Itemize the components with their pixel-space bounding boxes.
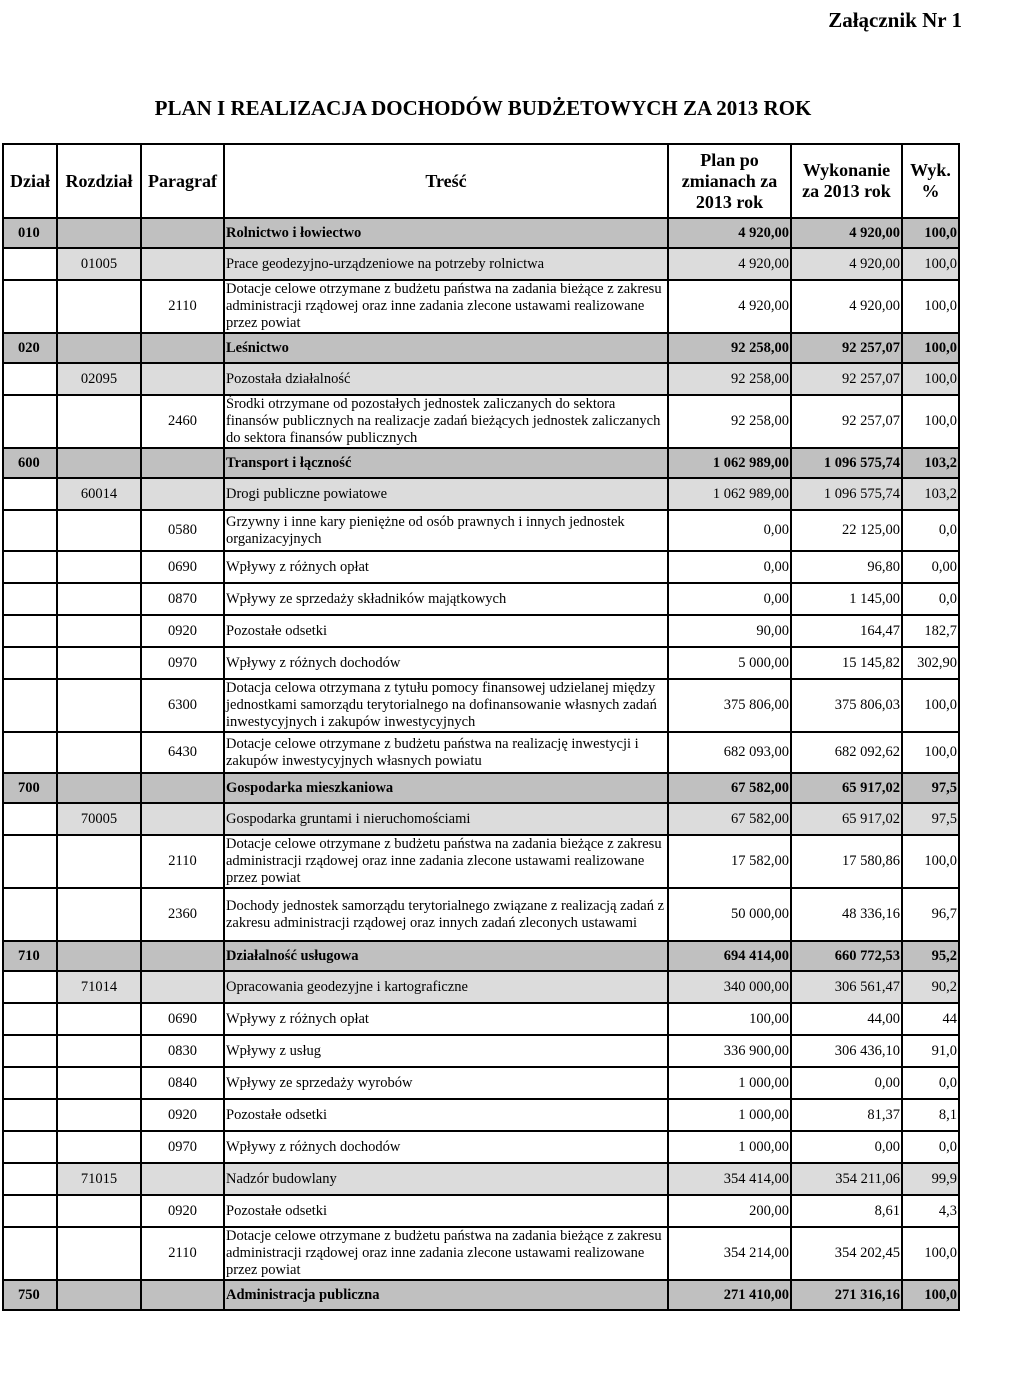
table-row: [3, 1067, 959, 1099]
cell-tresc: Wpływy z różnych opłat: [224, 551, 668, 583]
cell-plan: 100,00: [668, 1003, 791, 1035]
cell-paragraf: 6300: [141, 679, 224, 732]
cell-wykonanie: 92 257,07: [791, 395, 902, 448]
cell-tresc: Transport i łączność: [224, 448, 668, 478]
cell-plan: 67 582,00: [668, 803, 791, 835]
cell-paragraf: 2460: [141, 395, 224, 448]
cell-wyk: 97,5: [902, 773, 959, 803]
cell-dzial: [3, 1195, 57, 1227]
header-paragraf: Paragraf: [141, 144, 224, 218]
cell-dzial: [3, 510, 57, 551]
cell-dzial: [3, 1003, 57, 1035]
cell-wyk: 99,9: [902, 1163, 959, 1195]
cell-wykonanie: 4 920,00: [791, 248, 902, 280]
cell-wyk: 100,0: [902, 679, 959, 732]
cell-plan: 4 920,00: [668, 218, 791, 248]
cell-wyk: 100,0: [902, 218, 959, 248]
cell-paragraf: [141, 218, 224, 248]
cell-dzial: 750: [3, 1280, 57, 1310]
cell-tresc: Prace geodezyjno-urządzeniowe na potrzeby rolnictwa: [224, 248, 668, 280]
cell-wyk: 44: [902, 1003, 959, 1035]
cell-dzial: [3, 835, 57, 888]
cell-dzial: 710: [3, 941, 57, 971]
cell-dzial: 010: [3, 218, 57, 248]
cell-dzial: [3, 1131, 57, 1163]
cell-tresc: Gospodarka gruntami i nieruchomościami: [224, 803, 668, 835]
table-row: [3, 1280, 959, 1310]
cell-wykonanie: 1 096 575,74: [791, 448, 902, 478]
cell-paragraf: [141, 1163, 224, 1195]
table-row: [3, 971, 959, 1003]
table-row: [3, 835, 959, 888]
cell-tresc: Wpływy z różnych dochodów: [224, 647, 668, 679]
cell-rozdzial: [57, 888, 141, 941]
cell-wyk: 8,1: [902, 1099, 959, 1131]
cell-wykonanie: 48 336,16: [791, 888, 902, 941]
table-row: [3, 615, 959, 647]
table-row: [3, 888, 959, 941]
table-row: [3, 647, 959, 679]
cell-rozdzial: [57, 1067, 141, 1099]
cell-rozdzial: [57, 647, 141, 679]
cell-plan: 92 258,00: [668, 395, 791, 448]
table-row: [3, 803, 959, 835]
cell-paragraf: 2110: [141, 1227, 224, 1280]
cell-plan: 1 000,00: [668, 1099, 791, 1131]
cell-rozdzial: [57, 732, 141, 773]
cell-dzial: [3, 679, 57, 732]
cell-wykonanie: 4 920,00: [791, 218, 902, 248]
header-wyk: Wyk. %: [902, 144, 959, 218]
cell-paragraf: 2360: [141, 888, 224, 941]
cell-rozdzial: [57, 773, 141, 803]
cell-wyk: 100,0: [902, 732, 959, 773]
cell-plan: 4 920,00: [668, 248, 791, 280]
cell-tresc: Gospodarka mieszkaniowa: [224, 773, 668, 803]
cell-tresc: Dotacje celowe otrzymane z budżetu państwa na realizację inwestycji i zakupów inwestycyjnych własnych powiatu: [224, 732, 668, 773]
cell-wykonanie: 8,61: [791, 1195, 902, 1227]
table-row: [3, 510, 959, 551]
table-row: [3, 551, 959, 583]
cell-wykonanie: 15 145,82: [791, 647, 902, 679]
cell-plan: 92 258,00: [668, 363, 791, 395]
cell-paragraf: 0690: [141, 1003, 224, 1035]
cell-rozdzial: [57, 1227, 141, 1280]
table-row: [3, 248, 959, 280]
cell-dzial: [3, 248, 57, 280]
cell-paragraf: 0580: [141, 510, 224, 551]
cell-wyk: 100,0: [902, 333, 959, 363]
cell-tresc: Środki otrzymane od pozostałych jednostek zaliczanych do sektora finansów publicznych na realizacje zadań bieżących jednostek zaliczanych do sektora finansów publicznych: [224, 395, 668, 448]
cell-wykonanie: 354 211,06: [791, 1163, 902, 1195]
cell-dzial: [3, 1067, 57, 1099]
cell-tresc: Pozostała działalność: [224, 363, 668, 395]
cell-plan: 0,00: [668, 583, 791, 615]
cell-paragraf: [141, 941, 224, 971]
cell-wyk: 100,0: [902, 395, 959, 448]
cell-dzial: [3, 803, 57, 835]
header-plan: Plan po zmianach za 2013 rok: [668, 144, 791, 218]
cell-plan: 340 000,00: [668, 971, 791, 1003]
table-row: [3, 1227, 959, 1280]
cell-paragraf: [141, 803, 224, 835]
annex-label: Załącznik Nr 1: [828, 8, 962, 32]
cell-plan: 17 582,00: [668, 835, 791, 888]
table-body: [3, 218, 959, 1310]
cell-plan: 1 062 989,00: [668, 448, 791, 478]
cell-plan: 271 410,00: [668, 1280, 791, 1310]
cell-paragraf: [141, 773, 224, 803]
cell-tresc: Dotacje celowe otrzymane z budżetu państwa na zadania bieżące z zakresu administracji rządowej oraz inne zadania zlecone ustawami realizowane przez powiat: [224, 1227, 668, 1280]
cell-rozdzial: [57, 835, 141, 888]
table-row: [3, 773, 959, 803]
cell-tresc: Opracowania geodezyjne i kartograficzne: [224, 971, 668, 1003]
cell-tresc: Wpływy z różnych dochodów: [224, 1131, 668, 1163]
cell-wyk: 103,2: [902, 448, 959, 478]
cell-tresc: Pozostałe odsetki: [224, 1195, 668, 1227]
cell-dzial: 700: [3, 773, 57, 803]
table-row: [3, 1035, 959, 1067]
cell-rozdzial: 02095: [57, 363, 141, 395]
cell-plan: 1 000,00: [668, 1131, 791, 1163]
cell-tresc: Wpływy ze sprzedaży wyrobów: [224, 1067, 668, 1099]
cell-paragraf: 0870: [141, 583, 224, 615]
header-wykonanie: Wykonanie za 2013 rok: [791, 144, 902, 218]
cell-tresc: Pozostałe odsetki: [224, 1099, 668, 1131]
table-row: [3, 941, 959, 971]
cell-wyk: 97,5: [902, 803, 959, 835]
table-row: [3, 679, 959, 732]
cell-tresc: Wpływy ze sprzedaży składników majątkowych: [224, 583, 668, 615]
cell-wyk: 100,0: [902, 280, 959, 333]
cell-rozdzial: [57, 1099, 141, 1131]
cell-paragraf: [141, 363, 224, 395]
cell-wyk: 0,00: [902, 551, 959, 583]
table-row: [3, 1003, 959, 1035]
cell-dzial: [3, 1227, 57, 1280]
cell-paragraf: [141, 971, 224, 1003]
cell-wyk: 182,7: [902, 615, 959, 647]
cell-plan: 375 806,00: [668, 679, 791, 732]
cell-paragraf: [141, 248, 224, 280]
cell-wykonanie: 96,80: [791, 551, 902, 583]
cell-wyk: 100,0: [902, 1227, 959, 1280]
cell-plan: 92 258,00: [668, 333, 791, 363]
cell-tresc: Administracja publiczna: [224, 1280, 668, 1310]
cell-plan: 67 582,00: [668, 773, 791, 803]
cell-dzial: [3, 888, 57, 941]
cell-dzial: [3, 363, 57, 395]
cell-paragraf: [141, 1280, 224, 1310]
cell-tresc: Grzywny i inne kary pieniężne od osób prawnych i innych jednostek organizacyjnych: [224, 510, 668, 551]
cell-wyk: 302,90: [902, 647, 959, 679]
cell-tresc: Wpływy z usług: [224, 1035, 668, 1067]
cell-dzial: [3, 395, 57, 448]
table-row: [3, 1099, 959, 1131]
cell-rozdzial: [57, 395, 141, 448]
cell-rozdzial: 70005: [57, 803, 141, 835]
cell-rozdzial: [57, 448, 141, 478]
cell-tresc: Dochody jednostek samorządu terytorialnego związane z realizacją zadań z zakresu administracji rządowej oraz innych zadań zleconych ustawami: [224, 888, 668, 941]
cell-plan: 0,00: [668, 551, 791, 583]
cell-wykonanie: 92 257,07: [791, 363, 902, 395]
cell-wyk: 103,2: [902, 478, 959, 510]
cell-rozdzial: [57, 1280, 141, 1310]
table-row: [3, 1131, 959, 1163]
table-row: [3, 1163, 959, 1195]
cell-paragraf: 2110: [141, 280, 224, 333]
cell-wykonanie: 1 096 575,74: [791, 478, 902, 510]
cell-paragraf: 0970: [141, 647, 224, 679]
cell-wykonanie: 65 917,02: [791, 803, 902, 835]
cell-paragraf: [141, 333, 224, 363]
cell-rozdzial: [57, 1003, 141, 1035]
cell-wyk: 100,0: [902, 248, 959, 280]
cell-wykonanie: 306 561,47: [791, 971, 902, 1003]
cell-plan: 90,00: [668, 615, 791, 647]
cell-wykonanie: 0,00: [791, 1067, 902, 1099]
cell-wykonanie: 17 580,86: [791, 835, 902, 888]
cell-tresc: Pozostałe odsetki: [224, 615, 668, 647]
cell-plan: 4 920,00: [668, 280, 791, 333]
cell-dzial: [3, 1163, 57, 1195]
table-row: [3, 732, 959, 773]
cell-tresc: Rolnictwo i łowiectwo: [224, 218, 668, 248]
cell-rozdzial: 01005: [57, 248, 141, 280]
table-row: [3, 395, 959, 448]
table-header-row: [3, 144, 959, 218]
cell-wykonanie: 65 917,02: [791, 773, 902, 803]
cell-rozdzial: [57, 679, 141, 732]
cell-plan: 694 414,00: [668, 941, 791, 971]
cell-plan: 200,00: [668, 1195, 791, 1227]
cell-paragraf: 0970: [141, 1131, 224, 1163]
cell-rozdzial: 71014: [57, 971, 141, 1003]
cell-tresc: Drogi publiczne powiatowe: [224, 478, 668, 510]
cell-tresc: Dotacja celowa otrzymana z tytułu pomocy finansowej udzielanej między jednostkami samorządu terytorialnego na dofinansowanie własnych zadań inwestycyjnych i zakupów inwestycyjnych: [224, 679, 668, 732]
cell-rozdzial: [57, 510, 141, 551]
cell-paragraf: 0690: [141, 551, 224, 583]
table-row: [3, 448, 959, 478]
table-row: [3, 363, 959, 395]
cell-plan: 354 414,00: [668, 1163, 791, 1195]
cell-wykonanie: 375 806,03: [791, 679, 902, 732]
cell-wyk: 100,0: [902, 1280, 959, 1310]
cell-wykonanie: 682 092,62: [791, 732, 902, 773]
header-dzial: Dział: [3, 144, 57, 218]
cell-plan: 354 214,00: [668, 1227, 791, 1280]
cell-wyk: 90,2: [902, 971, 959, 1003]
cell-paragraf: 0920: [141, 615, 224, 647]
cell-wyk: 100,0: [902, 363, 959, 395]
cell-wykonanie: 4 920,00: [791, 280, 902, 333]
cell-wykonanie: 660 772,53: [791, 941, 902, 971]
cell-wyk: 4,3: [902, 1195, 959, 1227]
cell-rozdzial: [57, 333, 141, 363]
cell-dzial: [3, 732, 57, 773]
table-row: [3, 478, 959, 510]
cell-paragraf: 0830: [141, 1035, 224, 1067]
cell-paragraf: 6430: [141, 732, 224, 773]
cell-wykonanie: 306 436,10: [791, 1035, 902, 1067]
cell-wykonanie: 271 316,16: [791, 1280, 902, 1310]
cell-wykonanie: 0,00: [791, 1131, 902, 1163]
cell-rozdzial: [57, 551, 141, 583]
cell-dzial: [3, 583, 57, 615]
cell-plan: 1 062 989,00: [668, 478, 791, 510]
cell-tresc: Leśnictwo: [224, 333, 668, 363]
cell-wykonanie: 22 125,00: [791, 510, 902, 551]
cell-wykonanie: 81,37: [791, 1099, 902, 1131]
header-tresc: Treść: [224, 144, 668, 218]
cell-dzial: [3, 971, 57, 1003]
cell-rozdzial: [57, 583, 141, 615]
header-rozdzial: Rozdział: [57, 144, 141, 218]
cell-wykonanie: 1 145,00: [791, 583, 902, 615]
cell-wyk: 96,7: [902, 888, 959, 941]
cell-wyk: 100,0: [902, 835, 959, 888]
cell-paragraf: 0920: [141, 1099, 224, 1131]
document-title: PLAN I REALIZACJA DOCHODÓW BUDŻETOWYCH ZA 2013 ROK: [154, 96, 812, 120]
cell-tresc: Dotacje celowe otrzymane z budżetu państwa na zadania bieżące z zakresu administracji rządowej oraz inne zadania zlecone ustawami realizowane przez powiat: [224, 280, 668, 333]
cell-tresc: Dotacje celowe otrzymane z budżetu państwa na zadania bieżące z zakresu administracji rządowej oraz inne zadania zlecone ustawami realizowane przez powiat: [224, 835, 668, 888]
cell-paragraf: [141, 478, 224, 510]
cell-rozdzial: [57, 1131, 141, 1163]
cell-rozdzial: [57, 218, 141, 248]
cell-wyk: 91,0: [902, 1035, 959, 1067]
cell-plan: 5 000,00: [668, 647, 791, 679]
cell-wyk: 0,0: [902, 1067, 959, 1099]
table-row: [3, 218, 959, 248]
cell-wyk: 0,0: [902, 1131, 959, 1163]
cell-rozdzial: [57, 1035, 141, 1067]
cell-plan: 1 000,00: [668, 1067, 791, 1099]
cell-dzial: [3, 1035, 57, 1067]
cell-dzial: [3, 551, 57, 583]
cell-dzial: 600: [3, 448, 57, 478]
cell-wyk: 0,0: [902, 510, 959, 551]
cell-dzial: [3, 1099, 57, 1131]
cell-paragraf: 2110: [141, 835, 224, 888]
cell-paragraf: 0920: [141, 1195, 224, 1227]
cell-tresc: Działalność usługowa: [224, 941, 668, 971]
cell-wykonanie: 92 257,07: [791, 333, 902, 363]
cell-paragraf: [141, 448, 224, 478]
cell-paragraf: 0840: [141, 1067, 224, 1099]
cell-plan: 0,00: [668, 510, 791, 551]
cell-dzial: [3, 647, 57, 679]
table-row: [3, 583, 959, 615]
cell-rozdzial: [57, 280, 141, 333]
cell-wyk: 95,2: [902, 941, 959, 971]
cell-rozdzial: [57, 615, 141, 647]
cell-wykonanie: 44,00: [791, 1003, 902, 1035]
table-row: [3, 1195, 959, 1227]
cell-wykonanie: 354 202,45: [791, 1227, 902, 1280]
cell-wykonanie: 164,47: [791, 615, 902, 647]
cell-tresc: Nadzór budowlany: [224, 1163, 668, 1195]
cell-dzial: 020: [3, 333, 57, 363]
table-row: [3, 333, 959, 363]
cell-wyk: 0,0: [902, 583, 959, 615]
cell-tresc: Wpływy z różnych opłat: [224, 1003, 668, 1035]
cell-dzial: [3, 478, 57, 510]
cell-plan: 336 900,00: [668, 1035, 791, 1067]
cell-dzial: [3, 615, 57, 647]
cell-rozdzial: [57, 1195, 141, 1227]
cell-plan: 682 093,00: [668, 732, 791, 773]
cell-dzial: [3, 280, 57, 333]
table-row: [3, 280, 959, 333]
cell-rozdzial: [57, 941, 141, 971]
cell-rozdzial: 60014: [57, 478, 141, 510]
budget-table: [2, 143, 960, 1311]
cell-rozdzial: 71015: [57, 1163, 141, 1195]
cell-plan: 50 000,00: [668, 888, 791, 941]
